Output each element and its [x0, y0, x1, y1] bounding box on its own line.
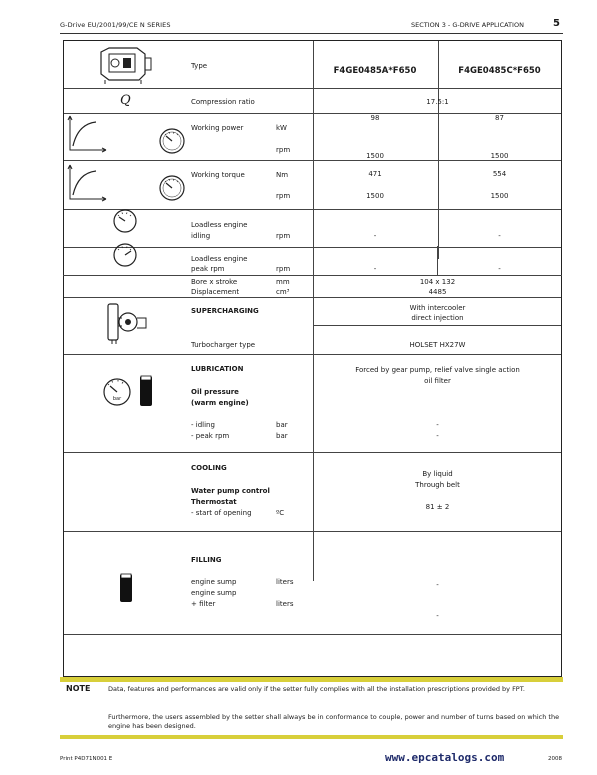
lubrication-value-1: Forced by gear pump, relief valve single action	[355, 366, 520, 374]
torque-value-a: 471	[368, 170, 382, 178]
note-label: NOTE	[66, 684, 91, 693]
working-torque-label: Working torque	[191, 171, 245, 179]
footer-watermark: www.epcatalogs.com	[385, 751, 505, 764]
header-section-title: SECTION 3 - G-DRIVE APPLICATION	[411, 21, 524, 29]
oil-pressure-label: Oil pressure	[191, 388, 239, 396]
loadless-peak-c: -	[498, 265, 501, 273]
kw-unit: kW	[276, 124, 287, 132]
row-divider	[313, 325, 561, 326]
oil-pressure-sublabel: (warm engine)	[191, 399, 249, 407]
loadless-idling-label: Loadless engine	[191, 221, 248, 229]
column-divider-models	[437, 246, 438, 275]
page-number: 5	[553, 18, 560, 29]
displacement-label: Displacement	[191, 288, 240, 296]
row-divider	[64, 297, 561, 298]
working-power-label: Working power	[191, 124, 244, 132]
row-divider	[64, 531, 561, 532]
liters-unit: liters	[276, 578, 294, 586]
turbocharger-type-label: Turbocharger type	[191, 341, 256, 349]
thermostat-value: 81 ± 2	[425, 503, 450, 511]
bore-stroke-value: 104 x 132	[419, 278, 456, 286]
filling-value-1: -	[436, 581, 439, 589]
loadless-peak-a: -	[373, 265, 377, 273]
footer-date: 2008	[548, 756, 562, 762]
power-curve-icon	[66, 114, 108, 156]
cooling-heading: COOLING	[191, 464, 227, 472]
rpm-unit: rpm	[276, 146, 291, 154]
compression-ratio-value: 17.5:1	[426, 98, 449, 106]
start-of-opening-label: - start of opening	[191, 509, 252, 517]
lubrication-heading: LUBRICATION	[191, 365, 244, 373]
oil-filter-icon	[138, 374, 154, 408]
supercharging-value-1: With intercooler	[409, 304, 466, 312]
water-pump-label: Water pump control	[191, 487, 270, 495]
engine-icon	[95, 44, 155, 86]
engine-sump-label: engine sump	[191, 578, 237, 586]
oil-idling-value: -	[436, 421, 439, 429]
header-left-title: G-Drive EU/2001/99/CE N SERIES	[60, 21, 171, 29]
bar-unit: bar	[276, 421, 288, 429]
oil-idling-label: - idling	[191, 421, 215, 429]
torque-curve-icon	[66, 163, 108, 205]
lubrication-value-2: oil filter	[424, 377, 451, 385]
cooling-value-2: Through belt	[415, 481, 460, 489]
row-divider	[64, 634, 561, 635]
row-divider	[64, 452, 561, 453]
displacement-value: 4485	[428, 288, 447, 296]
loadless-peak-label: Loadless engine	[191, 255, 248, 263]
power-rpm-c: 1500	[490, 152, 509, 160]
tachometer-idle-icon	[112, 208, 138, 234]
loadless-idling-c: -	[498, 232, 501, 240]
torque-rpm-a: 1500	[366, 192, 384, 200]
note-bottom-bar	[60, 735, 563, 739]
torque-rpm-c: 1500	[490, 192, 509, 200]
row-divider	[64, 209, 561, 210]
engine-sump-filter-label: engine sump	[191, 589, 237, 597]
thermostat-label: Thermostat	[191, 498, 237, 506]
type-label: Type	[191, 62, 208, 70]
filling-heading: FILLING	[191, 556, 222, 564]
row-divider	[64, 247, 561, 248]
power-value-a: 98	[370, 114, 380, 122]
note-text-1: Data, features and performances are valid only if the setter fully complies with all the installation prescriptions provided by FPT.	[108, 685, 525, 693]
filter-label: + filter	[191, 600, 216, 608]
power-rpm-a: 1500	[366, 152, 384, 160]
tachometer-peak-icon	[112, 242, 138, 268]
loadless-peak-sublabel: peak rpm	[191, 265, 225, 273]
note-top-bar	[60, 677, 563, 682]
compression-ratio-label: Compression ratio	[191, 98, 255, 106]
filling-value-2: -	[436, 612, 439, 620]
loadless-idling-sublabel: idling	[191, 232, 211, 240]
nm-unit: Nm	[276, 171, 289, 179]
oil-peak-label: - peak rpm	[191, 432, 230, 440]
bar-unit: bar	[276, 432, 288, 440]
rpm-unit: rpm	[276, 265, 291, 273]
row-divider	[64, 88, 561, 89]
q-symbol: Q	[120, 93, 131, 108]
torque-value-c: 554	[492, 170, 507, 178]
cm3-unit: cm³	[276, 288, 290, 296]
mm-unit: mm	[276, 278, 290, 286]
supercharging-value-2: direct injection	[411, 314, 464, 322]
power-value-c: 87	[495, 114, 504, 122]
loadless-idling-a: -	[373, 232, 377, 240]
rpm-unit: rpm	[276, 232, 291, 240]
gauge-bar-text: bar	[112, 396, 122, 402]
cooling-value-1: By liquid	[422, 470, 453, 478]
model-a-header: F4GE0485A*F650	[333, 66, 417, 76]
celsius-unit: ºC	[276, 509, 285, 517]
row-divider	[63, 275, 562, 276]
fluid-canister-icon	[118, 572, 134, 604]
row-divider	[64, 354, 561, 355]
oil-pressure-gauge-icon	[100, 376, 134, 408]
bore-stroke-label: Bore x stroke	[191, 278, 238, 286]
tachometer-icon	[158, 174, 186, 202]
liters-unit: liters	[276, 600, 294, 608]
rpm-unit: rpm	[276, 192, 291, 200]
supercharging-heading: SUPERCHARGING	[191, 307, 259, 315]
turbocharger-type-value: HOLSET HX27W	[409, 341, 466, 349]
turbocharger-icon	[100, 300, 152, 346]
footer-print-code: Print P4D71N001 E	[60, 756, 113, 762]
note-text-2: Furthermore, the users assembled by the setter shall always be in conformance to couple, power and number of turns based on which the engine has been designed.	[108, 713, 560, 730]
oil-peak-value: -	[436, 432, 439, 440]
model-c-header: F4GE0485C*F650	[458, 66, 541, 76]
header-rule	[60, 33, 563, 34]
tachometer-icon	[158, 127, 186, 155]
